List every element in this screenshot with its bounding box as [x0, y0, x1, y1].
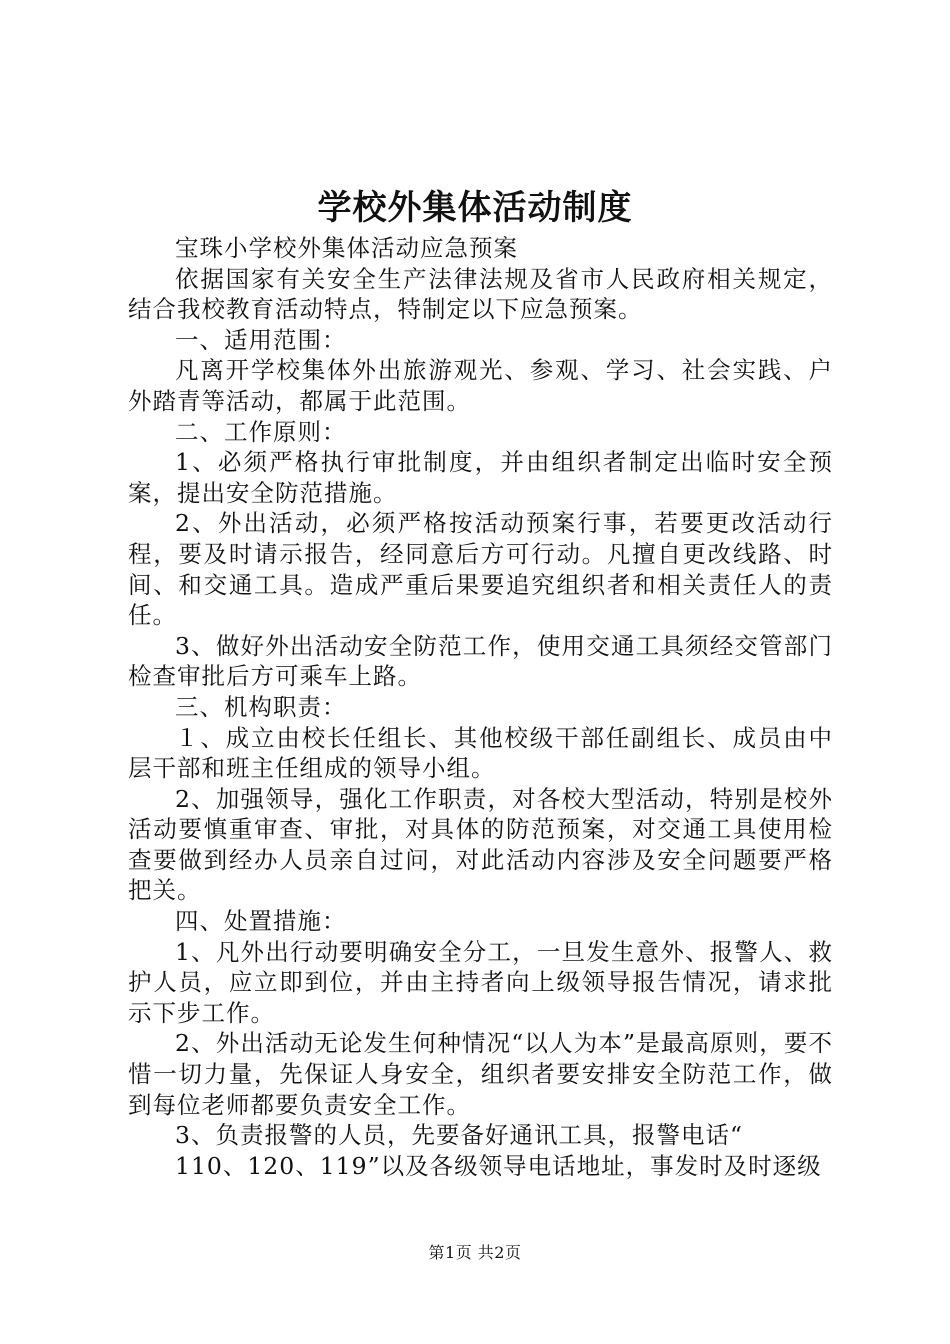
paragraph: 2、外出活动，必须严格按活动预案行事，若要更改活动行程，要及时请示报告，经同意后方可行动。凡擅自更改线路、时间、和交通工具。造成严重后果要追究组织者和相关责任人的责任。 [128, 509, 833, 630]
section-heading: 一、适用范围： [175, 325, 347, 354]
document-title: 学校外集体活动制度 [317, 188, 633, 228]
paragraph: 110、120、119”以及各级领导电话地址，事发时及时逐级 [175, 1151, 822, 1180]
section-heading: 四、处置措施： [175, 907, 347, 936]
page-footer: 第1页 共2页 [428, 1243, 522, 1262]
paragraph: 依据国家有关安全生产法律法规及省市人民政府相关规定，结合我校教育活动特点，特制定以下应急预案。 [128, 264, 833, 324]
paragraph: 2、外出活动无论发生何种情况“以人为本”是最高原则，要不惜一切力量，先保证人身安全，组织者要安排安全防范工作，做到每位老师都要负责安全工作。 [128, 1029, 833, 1119]
paragraph: 3、负责报警的人员，先要备好通讯工具，报警电话“ [175, 1121, 743, 1150]
paragraph: 3、做好外出活动安全防范工作，使用交通工具须经交管部门检查审批后方可乘车上路。 [128, 631, 833, 691]
paragraph: １、成立由校长任组长、其他校级干部任副组长、成员由中层干部和班主任组成的领导小组。 [128, 723, 833, 783]
paragraph: 1、必须严格执行审批制度，并由组织者制定出临时安全预案，提出安全防范措施。 [128, 448, 833, 507]
paragraph: 凡离开学校集体外出旅游观光、参观、学习、社会实践、户外踏青等活动，都属于此范围。 [128, 356, 833, 415]
paragraph: 宝珠小学校外集体活动应急预案 [175, 234, 518, 262]
section-heading: 二、工作原则： [175, 417, 347, 446]
section-heading: 三、机构职责： [175, 692, 347, 721]
document-body [128, 233, 833, 1181]
paragraph: 1、凡外出行动要明确安全分工，一旦发生意外、报警人、救护人员，应立即到位，并由主持者向上级领导报告情况，请求批示下步工作。 [128, 937, 833, 1027]
paragraph: 2、加强领导，强化工作职责，对各校大型活动，特别是校外活动要慎重审查、审批，对具体的防范预案，对交通工具使用检查要做到经办人员亲自过问，对此活动内容涉及安全问题要严格把关。 [128, 784, 833, 905]
